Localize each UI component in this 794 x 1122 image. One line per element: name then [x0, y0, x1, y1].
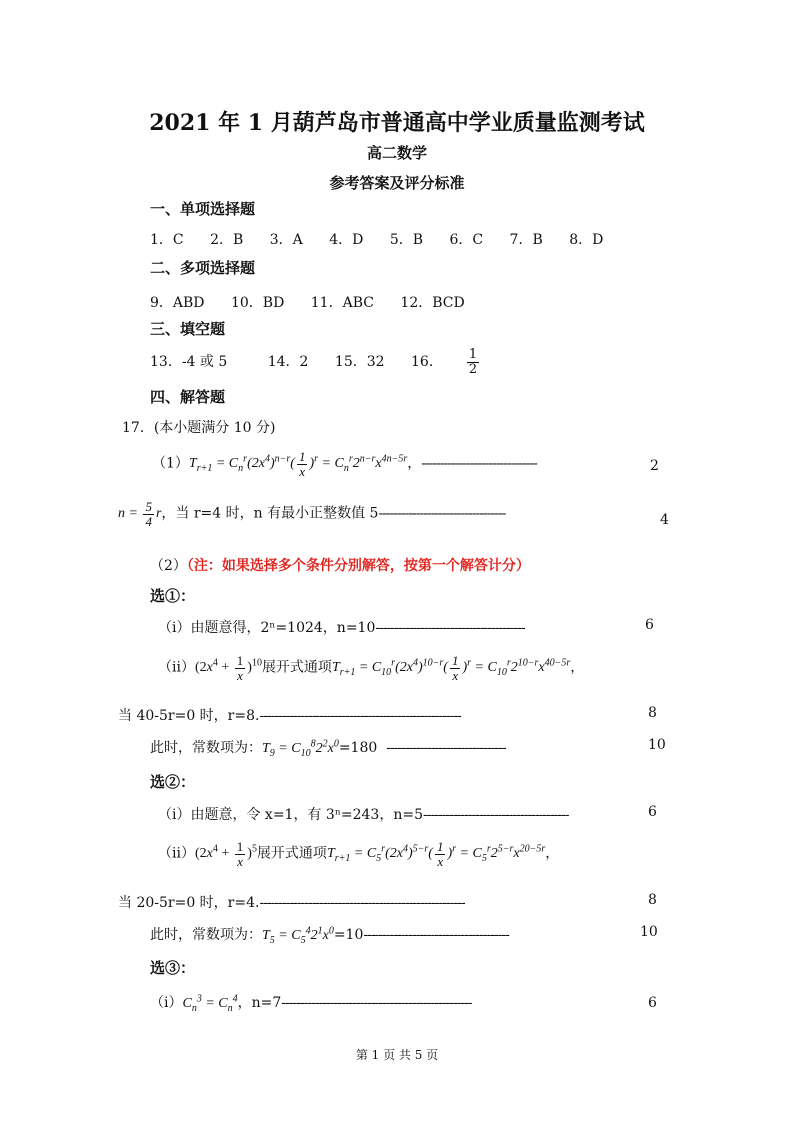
answer-13: 13．-4 或 5: [150, 354, 228, 371]
option-1-i: （i）由题意得，2ⁿ=1024，n=10----------------------------------------: [158, 620, 525, 636]
n-line-text: ，当 r=4 时，n 有最小正整数值 5: [161, 505, 379, 522]
section-1-answers: [150, 229, 625, 249]
option-1-i-score: 6: [645, 617, 654, 633]
part2-note: （注：如果选择多个条件分别解答，按第一个解答计分）: [186, 558, 530, 574]
option-2-label: 选②：: [150, 773, 196, 791]
answer-8: 8．D: [569, 232, 604, 248]
answer-9: 9．ABD: [150, 295, 205, 311]
answer-6: 6．C: [449, 232, 484, 248]
answer-2: 2．B: [210, 232, 244, 248]
answer-16: 16． $\frac{1}{2}$: [411, 354, 523, 370]
option-1-ii: $(ii)(2x^4$ + $\frac{1}{x}$ )$^{10}$展开式通项$T_{r+1} = C_{10}^r(2x^4)^{10-r}$( $\frac{1}{x}$ )$^r = C_{10}^r2^{10-r}x^{40-5r}$，: [158, 653, 585, 683]
option-3-i-score: 6: [648, 995, 657, 1011]
option-2-i: （i）由题意，令 x=1，有 3ⁿ=243，n=5---------------------------------------: [158, 807, 569, 823]
n-line-score: 4: [660, 512, 669, 528]
answer-15: 15．32: [334, 354, 385, 371]
option-2-ii: $(ii)(2x^4$ + $\frac{1}{x}$ )$^5$展开式通项$T_{r+1} = C_5^r(2x^4)^{5-r}$( $\frac{1}{x}$ )$^r = C_5^r2^{5-r}x^{20-5r}$，: [158, 839, 560, 869]
option-3-i: $(i)C_n^3 = C_n^4$，n=7---------------------------------------------------: [150, 993, 472, 1014]
part1-formula-line: $(1)T_{r+1} = C_n^r(2x^4)^{n-r}$( $\frac{1}{x}$ )$^r = C_n^r2^{n-r}x^{4n-5r}$，-------------------------------: [152, 449, 537, 479]
subject-title: 高二数学: [366, 144, 427, 162]
option-2-constant-score: 10: [640, 924, 658, 940]
section-3-heading: 三、填空题: [150, 320, 226, 338]
answer-7: 7．B: [509, 232, 543, 248]
answer-5: 5．B: [389, 232, 424, 248]
answer-4: 4．D: [329, 232, 364, 248]
option-2-condition: 当 20-5r=0 时，r=4.-------------------------------------------------------: [118, 895, 465, 911]
option-2-i-score: 6: [648, 804, 657, 820]
part1-label: （1）: [152, 455, 189, 472]
option-2-condition-score: 8: [648, 892, 657, 908]
section-1-heading: 一、单项选择题: [150, 200, 256, 218]
q17-header: 17．(本小题满分 10 分): [122, 420, 276, 436]
answer-16-fraction: $\frac{1}{2}$: [468, 347, 478, 377]
section-2-answers: [150, 292, 487, 312]
part2-label: （2）: [150, 558, 187, 574]
option-2-constant: 此时，常数项为：$T_5 = C_5^42^1x^0=10---------------------------------------$: [150, 925, 509, 946]
option-1-condition: 当 40-5r=0 时，r=8.------------------------------------------------------: [118, 708, 461, 724]
option-1-condition-score: 8: [648, 705, 657, 721]
answer-1: 1．C: [150, 232, 184, 248]
part1-score: 2: [650, 458, 659, 474]
part1-formula: $T_{r+1} = C_n^r(2x^4)^{n-r}$( $\frac{1}{x}$ )$^r = C_n^r2^{n-r}x^{4n-5r}$: [188, 449, 408, 479]
doc-type-title: 参考答案及评分标准: [329, 174, 465, 192]
section-2-heading: 二、多项选择题: [150, 259, 256, 277]
part2-line: [150, 555, 530, 575]
exam-title: 2021 年 1 月葫芦岛市普通高中学业质量监测考试: [149, 110, 645, 136]
page-footer: 第 1 页 共 5 页: [355, 1048, 439, 1062]
option-1-constant: 此时，常数项为：$T_9 = C_{10}^82^2x^0=180$ --------------------------------: [150, 738, 506, 759]
answer-10: 10．BD: [230, 295, 285, 311]
option-1-constant-score: 10: [648, 737, 666, 753]
answer-12: 12．BCD: [400, 295, 465, 311]
answer-3: 3．A: [269, 232, 303, 248]
answer-14: 14．2: [267, 354, 309, 371]
option-3-label: 选③：: [150, 959, 196, 977]
section-4-heading: 四、解答题: [150, 388, 226, 406]
answer-11: 11．ABC: [310, 295, 374, 311]
section-3-answers: [150, 348, 523, 376]
option-1-label: 选①：: [150, 587, 196, 605]
n-fraction-formula: n = $\frac{5}{4}$ r: [118, 499, 162, 529]
n-line: n = $\frac{5}{4}$ r，当 r=4 时，n 有最小正整数值 5----------------------------------: [118, 499, 506, 529]
